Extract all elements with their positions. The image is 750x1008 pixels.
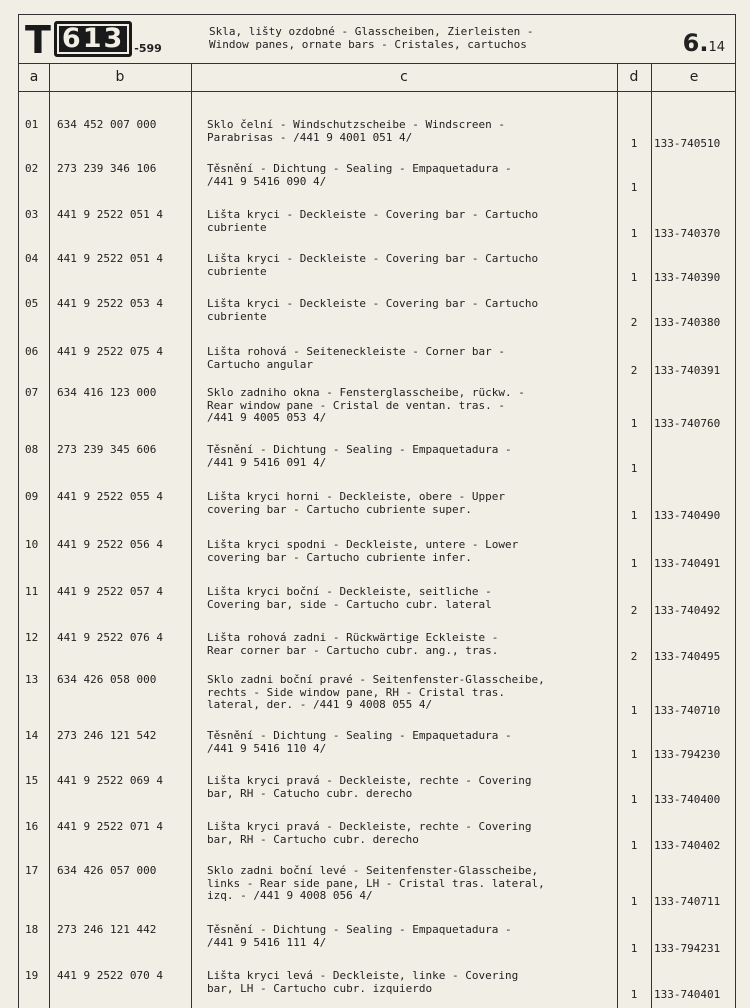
description-line: izq. - /441 9 4008 056 4/ [207,889,373,902]
reference-number: 133-740391 [654,363,721,377]
column-divider [49,63,50,1008]
quantity: 1 [630,704,638,717]
description-line: Cartucho angular [207,357,313,371]
description-line: Lišta kryci boční - Deckleiste, seitliche - [207,585,492,598]
part-description [207,924,619,949]
description-line: Těsnění - Dichtung - Sealing - Empaquetadura - [207,162,512,175]
page-header [19,15,735,64]
reference-number: 133-740760 [654,417,721,430]
description-line: Těsnění - Dichtung - Sealing - Empaquetadura - [207,923,512,936]
description-line: Lišta kryci pravá - Deckleiste, rechte - Covering [207,820,532,833]
column-header-b: b [115,69,125,85]
description-line: Sklo zadni boční levé - Seitenfenster-Glasscheibe, [207,864,539,877]
quantity: 1 [630,556,638,570]
part-description [207,253,619,278]
item-position: 10 [25,538,39,551]
description-line: Sklo čelní - Windschutzscheibe - Windscreen - [207,118,506,131]
quantity: 1 [630,136,638,150]
quantity: 1 [630,792,638,806]
description-line: covering bar - Cartucho cubriente super. [207,502,472,516]
reference-number: 133-740495 [654,649,721,663]
reference-number: 133-740710 [654,704,721,717]
part-number: 441 9 2522 055 4 [57,490,163,503]
reference-number: 133-740510 [654,136,721,150]
part-number: 634 452 007 000 [57,118,157,131]
description-line: bar, LH - Cartucho cubr. izquierdo [207,981,433,995]
description-line: Těsnění - Dichtung - Sealing - Empaquetadura - [207,443,512,456]
part-description [207,586,619,611]
description-line: Lišta rohová zadni - Rückwärtige Eckleiste - [207,631,499,644]
description-line: /441 9 5416 090 4/ [207,174,327,188]
part-number: 441 9 2522 053 4 [57,297,163,310]
item-position: 08 [25,443,39,456]
part-description [207,491,619,516]
description-line: cubriente [207,220,267,234]
description-line: lateral, der. - /441 9 4008 055 4/ [207,698,433,711]
part-number: 634 416 123 000 [57,386,157,399]
description-line: bar, RH - Cartucho cubr. derecho [207,832,419,846]
quantity: 1 [630,508,638,522]
logo-model-number: 613 [54,21,132,57]
column-divider [651,63,652,1008]
part-number: 441 9 2522 075 4 [57,345,163,358]
part-description [207,387,619,425]
reference-number: 133-740402 [654,838,721,852]
description-line: /441 9 5416 111 4/ [207,935,327,949]
description-line: /441 9 4005 053 4/ [207,411,327,424]
item-position: 01 [25,118,39,131]
reference-number: 133-740390 [654,270,721,284]
description-line: Sklo zadniho okna - Fensterglasscheibe, rückw. - [207,386,525,399]
reference-number: 133-740492 [654,603,721,617]
page-number-sub: 14 [708,40,725,55]
item-position: 15 [25,774,39,787]
section-title-line: Skla, lišty ozdobné - Glasscheiben, Zierleisten - [209,25,534,38]
part-description [207,674,619,712]
item-position: 07 [25,386,39,399]
reference-number: 133-740491 [654,556,721,570]
quantity: 1 [630,941,638,955]
part-description [207,970,619,995]
part-description [207,163,619,188]
description-line: Sklo zadni boční pravé - Seitenfenster-Glasscheibe, [207,673,545,686]
item-position: 05 [25,297,39,310]
item-position: 03 [25,208,39,221]
part-number: 441 9 2522 070 4 [57,969,163,982]
part-number: 441 9 2522 076 4 [57,631,163,644]
item-position: 18 [25,923,39,936]
item-position: 17 [25,864,39,877]
quantity: 2 [630,363,638,377]
part-description [207,209,619,234]
description-line: bar, RH - Catucho cubr. derecho [207,786,413,800]
part-description [207,821,619,846]
reference-number: 133-794230 [654,747,721,761]
description-line: Lišta kryci spodni - Deckleiste, untere - Lower [207,538,519,551]
description-line: covering bar - Cartucho cubriente infer. [207,550,472,564]
part-description [207,775,619,800]
item-position: 09 [25,490,39,503]
part-description [207,298,619,323]
column-header-c: c [400,69,408,85]
description-line: Lišta rohová - Seiteneckleiste - Corner bar - [207,345,506,358]
reference-number: 133-740380 [654,315,721,329]
description-line: Těsnění - Dichtung - Sealing - Empaquetadura - [207,729,512,742]
reference-number: 133-740400 [654,792,721,806]
description-line: links - Rear side pane, LH - Cristal tras. lateral, [207,876,545,890]
item-position: 13 [25,673,39,686]
quantity: 1 [630,747,638,761]
item-position: 12 [25,631,39,644]
quantity: 2 [630,315,638,329]
quantity: 2 [630,603,638,617]
part-number: 441 9 2522 056 4 [57,538,163,551]
tatra-logo [25,18,162,62]
logo-suffix: -599 [134,42,162,55]
description-line: cubriente [207,264,267,278]
description-line: Lišta kryci pravá - Deckleiste, rechte - Covering [207,774,532,787]
column-header-a: a [29,69,39,85]
description-line: Lišta kryci - Deckleiste - Covering bar - Cartucho [207,297,539,310]
reference-number: 133-740370 [654,226,721,240]
description-line: cubriente [207,309,267,323]
quantity: 1 [630,461,638,475]
section-title-line: Window panes, ornate bars - Cristales, cartuchos [209,38,527,51]
quantity: 1 [630,417,638,430]
logo-letter: T [25,18,50,62]
item-position: 16 [25,820,39,833]
part-description [207,632,619,657]
column-divider [191,63,192,1008]
column-header-d: d [629,69,639,85]
header-divider [19,91,735,92]
quantity: 1 [630,180,638,194]
description-line: /441 9 5416 110 4/ [207,741,327,755]
reference-number: 133-740490 [654,508,721,522]
page-number [683,29,725,57]
part-number: 634 426 057 000 [57,864,157,877]
part-number: 634 426 058 000 [57,673,157,686]
item-position: 11 [25,585,39,598]
parts-catalog-page [18,14,736,1008]
part-description [207,119,619,144]
page-number-main: 6. [682,29,709,57]
quantity: 1 [630,226,638,240]
item-position: 14 [25,729,39,742]
quantity: 1 [630,987,638,1001]
part-number: 441 9 2522 051 4 [57,208,163,221]
part-description [207,730,619,755]
section-title [209,25,629,51]
column-header-e: e [689,69,699,85]
part-number: 441 9 2522 057 4 [57,585,163,598]
part-description [207,539,619,564]
item-position: 19 [25,969,39,982]
part-description [207,346,619,371]
description-line: Parabrisas - /441 9 4001 051 4/ [207,130,413,144]
part-number: 273 246 121 442 [57,923,157,936]
part-number: 273 246 121 542 [57,729,157,742]
part-number: 441 9 2522 051 4 [57,252,163,265]
description-line: Lišta kryci - Deckleiste - Covering bar - Cartucho [207,208,539,221]
description-line: Rear window pane - Cristal de ventan. tras. - [207,398,506,412]
description-line: Lišta kryci levá - Deckleiste, linke - Covering [207,969,519,982]
description-line: Rear corner bar - Cartucho cubr. ang., tras. [207,643,499,657]
quantity: 2 [630,649,638,663]
description-line: Covering bar, side - Cartucho cubr. lateral [207,597,492,611]
part-number: 273 239 346 106 [57,162,157,175]
item-position: 04 [25,252,39,265]
reference-number: 133-740711 [654,895,721,908]
quantity: 1 [630,270,638,284]
reference-number: 133-794231 [654,941,721,955]
description-line: Lišta kryci horni - Deckleiste, obere - Upper [207,490,506,503]
description-line: Lišta kryci - Deckleiste - Covering bar - Cartucho [207,252,539,265]
description-line: /441 9 5416 091 4/ [207,455,327,469]
reference-number: 133-740401 [654,987,721,1001]
part-number: 273 239 345 606 [57,443,157,456]
description-line: rechts - Side window pane, RH - Cristal tras. [207,685,506,699]
part-number: 441 9 2522 071 4 [57,820,163,833]
part-number: 441 9 2522 069 4 [57,774,163,787]
quantity: 1 [630,838,638,852]
quantity: 1 [630,895,638,908]
part-description [207,444,619,469]
item-position: 02 [25,162,39,175]
part-description [207,865,619,903]
item-position: 06 [25,345,39,358]
